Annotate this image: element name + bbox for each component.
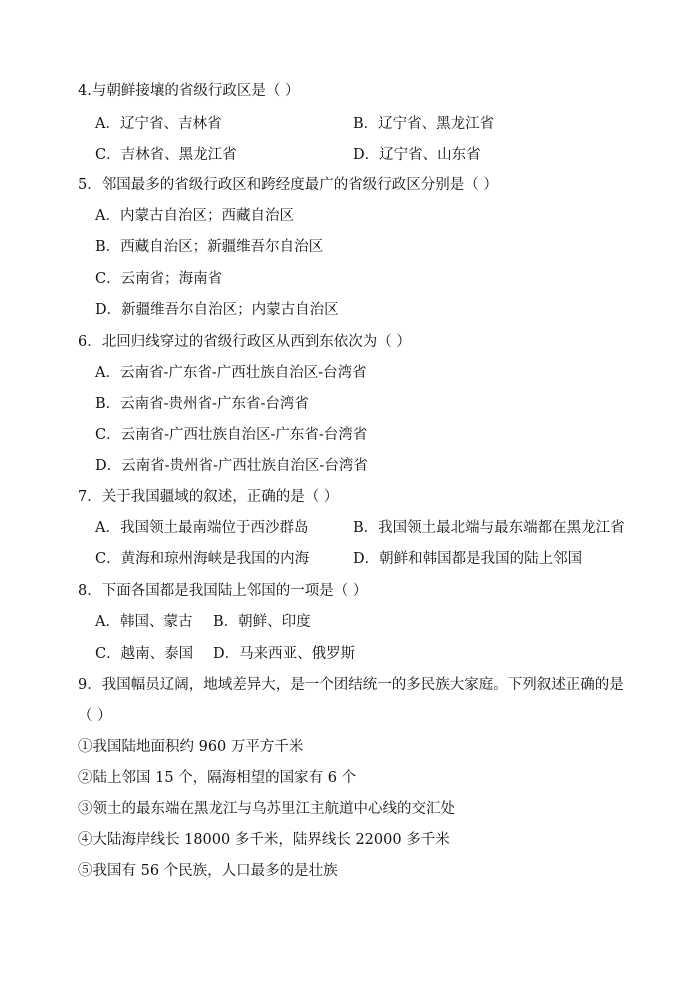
question-6-option-c: C．云南省-广西壮族自治区-广东省-台湾省 — [95, 427, 368, 443]
question-8-option-c: C．越南、泰国 — [95, 646, 194, 662]
question-6-option-a: A．云南省-广东省-广西壮族自治区-台湾省 — [95, 365, 367, 381]
question-8-option-a: A．韩国、蒙古 — [95, 614, 193, 630]
question-6-stem: 6．北回归线穿过的省级行政区从西到东依次为（ ） — [78, 334, 411, 350]
question-9-statement-2: ②陆上邻国 15 个，隔海相望的国家有 6 个 — [78, 770, 357, 786]
question-6-option-d: D．云南省-贵州省-广西壮族自治区-台湾省 — [95, 458, 368, 474]
question-6-option-b: B．云南省-贵州省-广东省-台湾省 — [95, 396, 309, 412]
question-4-stem: 4.与朝鲜接壤的省级行政区是（ ） — [78, 83, 300, 99]
question-8-option-b: B．朝鲜、印度 — [213, 614, 311, 630]
question-5-option-b: B．西藏自治区；新疆维吾尔自治区 — [95, 239, 324, 255]
question-5-option-a: A．内蒙古自治区；西藏自治区 — [95, 208, 294, 224]
question-9-statement-1: ①我国陆地面积约 960 万平方千米 — [78, 739, 304, 755]
question-5-option-d: D．新疆维吾尔自治区；内蒙古自治区 — [95, 302, 339, 318]
question-7-option-b: B．我国领土最北端与最东端都在黑龙江省 — [353, 520, 625, 536]
question-5-stem: 5．邻国最多的省级行政区和跨经度最广的省级行政区分别是（ ） — [78, 177, 498, 193]
question-7-option-d: D．朝鲜和韩国都是我国的陆上邻国 — [353, 551, 583, 567]
question-8-option-d: D．马来西亚、俄罗斯 — [213, 646, 356, 662]
question-9-statement-5: ⑤我国有 56 个民族，人口最多的是壮族 — [78, 863, 338, 879]
question-7-stem: 7．关于我国疆域的叙述，正确的是（ ） — [78, 489, 339, 505]
question-7-option-a: A．我国领土最南端位于西沙群岛 — [95, 520, 309, 536]
question-4-option-a: A．辽宁省、吉林省 — [95, 116, 222, 132]
question-7-option-c: C．黄海和琼州海峡是我国的内海 — [95, 551, 310, 567]
question-9-stem-line-1: 9．我国幅员辽阔，地域差异大，是一个团结统一的多民族大家庭。下列叙述正确的是 — [78, 677, 624, 693]
question-9-stem-line-2: （ ） — [78, 708, 112, 724]
question-4-option-d: D．辽宁省、山东省 — [353, 147, 481, 163]
question-9-statement-4: ④大陆海岸线长 18000 多千米，陆界线长 22000 多千米 — [78, 832, 450, 848]
question-8-stem: 8．下面各国都是我国陆上邻国的一项是（ ） — [78, 583, 368, 599]
question-5-option-c: C．云南省；海南省 — [95, 271, 223, 287]
question-4-option-c: C．吉林省、黑龙江省 — [95, 147, 237, 163]
question-4-option-b: B．辽宁省、黑龙江省 — [353, 116, 495, 132]
question-9-statement-3: ③领土的最东端在黑龙江与乌苏里江主航道中心线的交汇处 — [78, 801, 455, 817]
